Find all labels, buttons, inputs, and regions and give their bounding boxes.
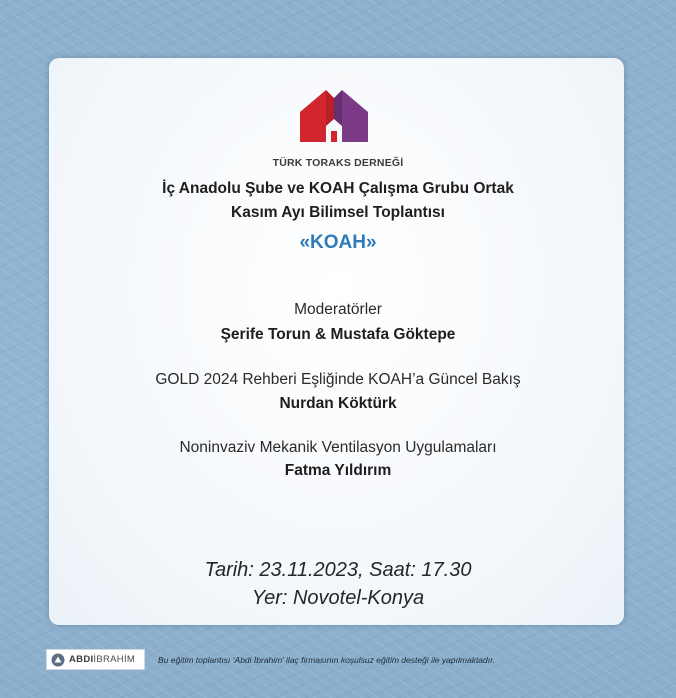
event-title-line-2: Kasım Ayı Bilimsel Toplantısı: [231, 204, 445, 221]
talk-1-speaker: Nurdan Köktürk: [279, 395, 397, 412]
logo-red-wing: [300, 90, 326, 142]
sponsor-name-bold: ABDI: [69, 654, 94, 665]
moderators-names: Şerife Torun & Mustafa Göktepe: [220, 326, 456, 343]
sponsor-name: [69, 654, 135, 665]
sponsor-name-rest: İBRAHİM: [93, 654, 136, 665]
event-topic: «KOAH»: [299, 232, 377, 253]
abdi-ibrahim-logo: [46, 649, 145, 670]
event-title-line-1: İç Anadolu Şube ve KOAH Çalışma Grubu Ortak: [162, 180, 514, 197]
talk-2-speaker: Fatma Yıldırım: [284, 462, 392, 479]
logo-purple-wing: [342, 90, 368, 142]
talk-2-title: Noninvaziv Mekanik Ventilasyon Uygulamaları: [179, 439, 497, 456]
abdi-ibrahim-mark-icon: [51, 653, 65, 667]
turk-toraks-logo: [296, 88, 372, 150]
event-venue: Yer: Novotel-Konya: [251, 587, 425, 609]
talk-1-title: GOLD 2024 Rehberi Eşliğinde KOAH’a Güncel Bakış: [155, 371, 521, 388]
sponsor-note: Bu eğitim toplantısı ‘Abdi İbrahim’ ilaç firmasının koşulsuz eğitim desteği ile yapılmaktadır.: [158, 655, 495, 665]
event-date-time: Tarih: 23.11.2023, Saat: 17.30: [204, 559, 472, 581]
logo-door: [331, 131, 337, 142]
organization-name: TÜRK TORAKS DERNEĞİ: [272, 157, 404, 169]
moderators-label: Moderatörler: [294, 301, 382, 318]
